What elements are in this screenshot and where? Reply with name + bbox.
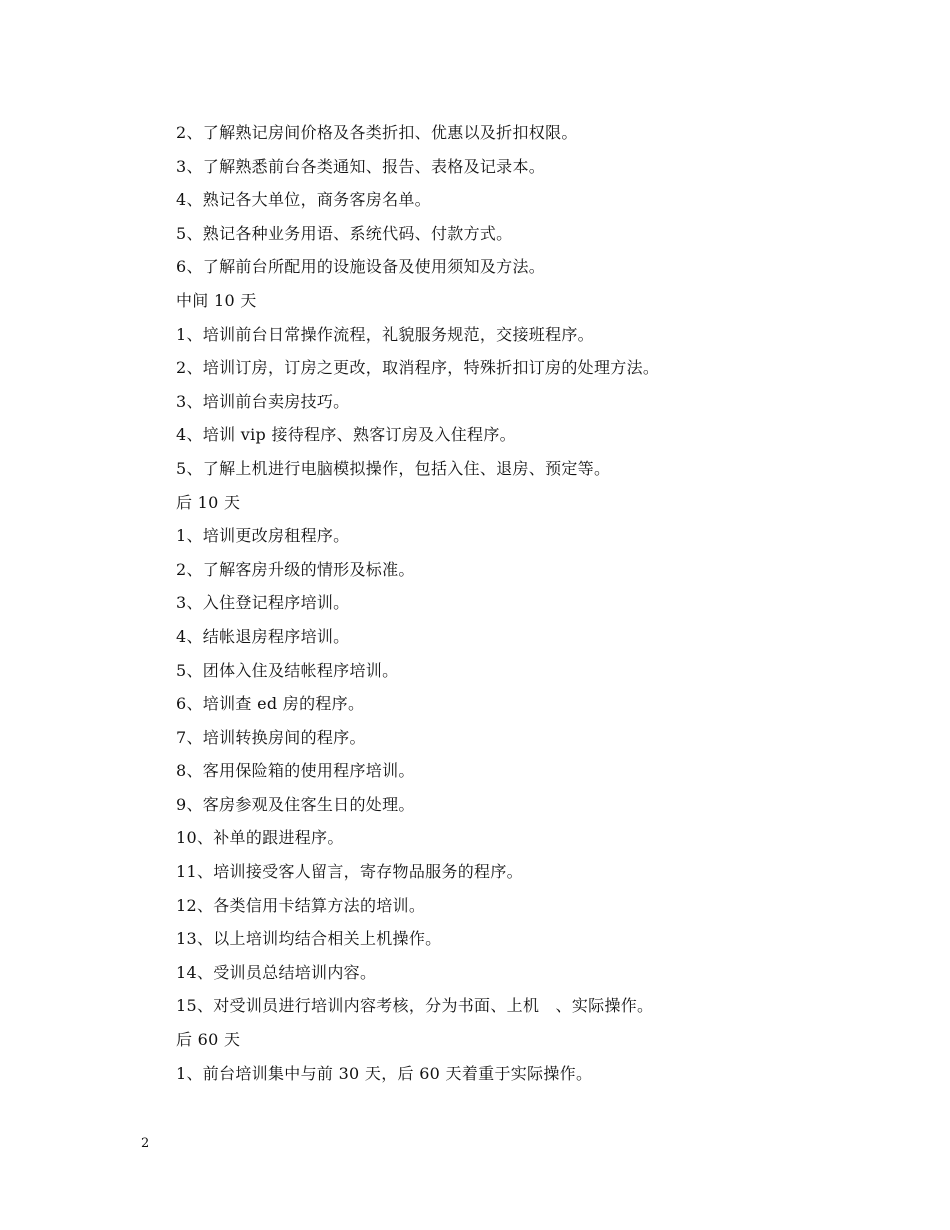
text-line: 10、补单的跟进程序。 [176, 828, 344, 848]
section-heading: 后 10 天 [176, 492, 241, 512]
text-line: 6、了解前台所配用的设施设备及使用须知及方法。 [176, 257, 546, 277]
text-line: 2、了解客房升级的情形及标准。 [176, 559, 415, 579]
text-line: 9、客房参观及住客生日的处理。 [176, 794, 415, 814]
text-line: 5、熟记各种业务用语、系统代码、付款方式。 [176, 223, 513, 243]
document-body [176, 116, 876, 1090]
text-line: 2、了解熟记房间价格及各类折扣、优惠以及折扣权限。 [176, 123, 578, 142]
text-line: 4、结帐退房程序培训。 [176, 626, 350, 646]
text-line: 2、培训订房，订房之更改，取消程序，特殊折扣订房的处理方法。 [176, 358, 660, 378]
section-heading: 中间 10 天 [176, 290, 257, 310]
text-line: 7、培训转换房间的程序。 [176, 727, 366, 747]
text-line: 6、培训查 ed 房的程序。 [176, 694, 365, 714]
page-number: 2 [141, 1136, 150, 1151]
text-line: 4、熟记各大单位，商务客房名单。 [176, 190, 431, 210]
text-line: 12、各类信用卡结算方法的培训。 [176, 895, 426, 915]
text-line: 1、培训前台日常操作流程，礼貌服务规范，交接班程序。 [176, 324, 594, 344]
text-line: 1、前台培训集中与前 30 天，后 60 天着重于实际操作。 [176, 1063, 593, 1083]
text-line: 5、团体入住及结帐程序培训。 [176, 660, 399, 680]
text-line: 4、培训 vip 接待程序、熟客订房及入住程序。 [176, 425, 516, 445]
text-line: 3、了解熟悉前台各类通知、报告、表格及记录本。 [176, 156, 546, 176]
text-line: 15、对受训员进行培训内容考核，分为书面、上机 、实际操作。 [176, 996, 654, 1016]
text-line: 3、入住登记程序培训。 [176, 593, 350, 613]
text-line: 3、培训前台卖房技巧。 [176, 391, 350, 411]
text-line: 1、培训更改房租程序。 [176, 526, 350, 546]
text-line: 13、以上培训均结合相关上机操作。 [176, 929, 442, 949]
text-line: 8、客用保险箱的使用程序培训。 [176, 761, 415, 781]
text-line: 14、受训员总结培训内容。 [176, 962, 377, 982]
text-line: 11、培训接受客人留言，寄存物品服务的程序。 [176, 862, 523, 882]
section-heading: 后 60 天 [176, 1030, 241, 1050]
text-line: 5、了解上机进行电脑模拟操作，包括入住、退房、预定等。 [176, 458, 611, 478]
